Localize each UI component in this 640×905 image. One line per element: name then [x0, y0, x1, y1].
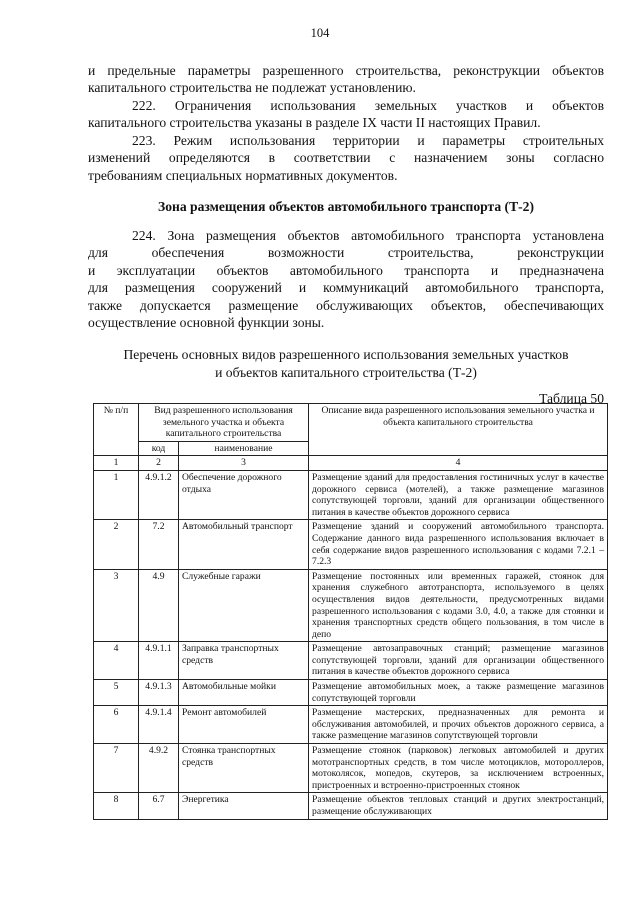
row-name: Энергетика: [179, 793, 309, 819]
row-description: Размещение мастерских, предназначенных для ремонта и обслуживания автомобилей, и прочих объектов дорожного сервиса, а также размещение магазинов сопутствующей торговли: [309, 706, 608, 744]
row-name: Ремонт автомобилей: [179, 706, 309, 744]
row-number: 8: [94, 793, 139, 819]
table-row: [94, 793, 608, 819]
land-use-table: [93, 403, 608, 820]
row-description: Размещение постоянных или временных гаражей, стоянок для хранения служебного автотранспорта, используемого в целях осуществления видов деятельности, предусмотренных видами разрешенного использования с кодами 3.0, 4.0, а также для стоянки и хранения транспортных средств общего пользования, в том числе в депо: [309, 569, 608, 642]
index-cell: 4: [309, 456, 608, 471]
paragraph-line: капитального строительства указаны в разделе IX части II настоящих Правил.: [88, 115, 541, 130]
paragraph-line: и эксплуатации объектов автомобильного транспорта и предназначена: [88, 263, 604, 278]
row-description: Размещение автозаправочных станций; размещение магазинов сопутствующей торговли, зданий для организации общественного питания в качестве объектов дорожного сервиса: [309, 642, 608, 680]
paragraph-line: и предельные параметры разрешенного строительства, реконструкции объектов: [88, 63, 604, 78]
row-description: Размещение автомобильных моек, а также размещение магазинов сопутствующей торговли: [309, 680, 608, 706]
row-number: 1: [94, 470, 139, 519]
row-number: 3: [94, 569, 139, 642]
row-name: Служебные гаражи: [179, 569, 309, 642]
table-row: [94, 680, 608, 706]
row-number: 7: [94, 744, 139, 793]
table-header-row: [94, 404, 608, 442]
table-label: Таблица 50: [539, 391, 604, 406]
paragraph-line: для обеспечения возможности строительства, реконструкции: [88, 245, 604, 260]
row-description: Размещение объектов тепловых станций и других электростанций, размещение обслуживающих: [309, 793, 608, 819]
row-name: Стоянка транспортных средств: [179, 744, 309, 793]
section-heading: Зона размещения объектов автомобильного транспорта (Т-2): [158, 199, 534, 214]
header-name: наименование: [179, 441, 309, 456]
table-row: [94, 706, 608, 744]
index-cell: 2: [139, 456, 179, 471]
paragraph-line: 223. Режим использования территории и параметры строительных: [132, 133, 604, 148]
table-index-row: [94, 456, 608, 471]
page-number: 104: [310, 26, 330, 40]
row-description: Размещение зданий и сооружений автомобильного транспорта. Содержание данного вида разрешенного использования включает в себя содержание видов разрешенного использования с кодами 7.2.1 – 7.2.3: [309, 520, 608, 569]
row-code: 4.9: [139, 569, 179, 642]
table-row: [94, 569, 608, 642]
row-code: 4.9.1.1: [139, 642, 179, 680]
paragraph-line: 222. Ограничения использования земельных участков и объектов: [132, 98, 604, 113]
row-name: Автомобильные мойки: [179, 680, 309, 706]
row-name: Заправка транспортных средств: [179, 642, 309, 680]
paragraph-line: также допускается размещение обслуживающих объектов, обеспечивающих: [88, 298, 604, 313]
table-row: [94, 470, 608, 519]
row-code: 4.9.1.4: [139, 706, 179, 744]
paragraph-line: капитального строительства не подлежат установлению.: [88, 80, 416, 95]
row-name: Обеспечение дорожного отдыха: [179, 470, 309, 519]
header-description: Описание вида разрешенного использования земельного участка и объекта капитального строительства: [309, 404, 608, 456]
row-number: 2: [94, 520, 139, 569]
header-number: № п/п: [94, 404, 139, 456]
row-code: 7.2: [139, 520, 179, 569]
row-code: 4.9.1.2: [139, 470, 179, 519]
table-row: [94, 520, 608, 569]
table-row: [94, 744, 608, 793]
row-number: 6: [94, 706, 139, 744]
row-name: Автомобильный транспорт: [179, 520, 309, 569]
row-number: 4: [94, 642, 139, 680]
row-description: Размещение зданий для предоставления гостиничных услуг в качестве дорожного сервиса (мотелей), а также размещение магазинов сопутствующей торговли, зданий для организации общественного питания в качестве объектов дорожного сервиса: [309, 470, 608, 519]
list-title: и объектов капитального строительства (Т-2): [215, 365, 477, 380]
row-description: Размещение стоянок (парковок) легковых автомобилей и других мототранспортных средств, в том числе мотоциклов, мотороллеров, мотоколясок, мопедов, скутеров, за исключением встроенных, пристроенных и встроенно-пристроенных стоянок: [309, 744, 608, 793]
index-cell: 1: [94, 456, 139, 471]
row-code: 4.9.2: [139, 744, 179, 793]
table-row: [94, 642, 608, 680]
paragraph-line: для размещения сооружений и коммуникаций автомобильного транспорта,: [88, 280, 604, 295]
row-number: 5: [94, 680, 139, 706]
header-kind: Вид разрешенного использования земельного участка и объекта капитального строительства: [139, 404, 309, 442]
row-code: 4.9.1.3: [139, 680, 179, 706]
paragraph-line: требованиям специальных нормативных документов.: [88, 168, 398, 183]
list-title: Перечень основных видов разрешенного использования земельных участков: [123, 347, 569, 362]
header-code: код: [139, 441, 179, 456]
paragraph-line: изменений определяются в соответствии с назначением зоны согласно: [88, 150, 604, 165]
paragraph-line: 224. Зона размещения объектов автомобильного транспорта установлена: [132, 228, 604, 243]
paragraph-line: осуществление основной функции зоны.: [88, 315, 325, 330]
row-code: 6.7: [139, 793, 179, 819]
index-cell: 3: [179, 456, 309, 471]
